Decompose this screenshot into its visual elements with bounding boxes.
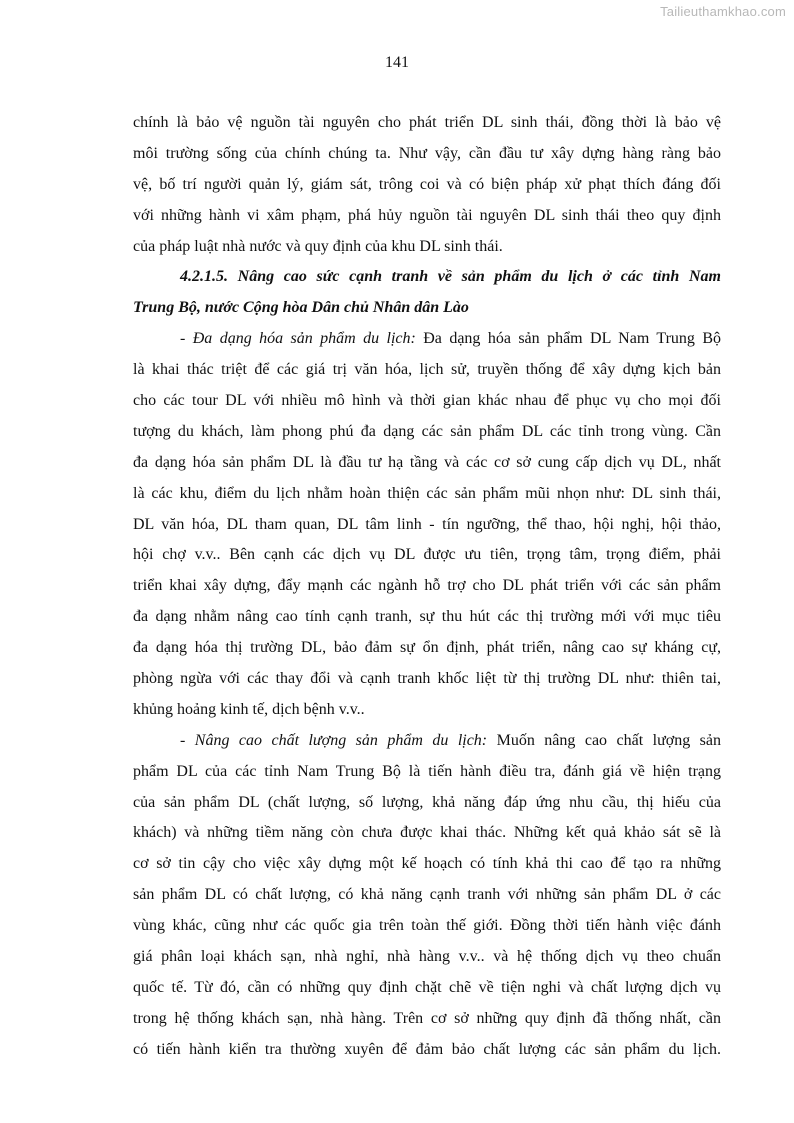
text-line: giá phân loại khách sạn, nhà nghỉ, nhà hàng v.v.. và hệ thống dịch vụ theo chuẩn	[133, 948, 721, 966]
text-line: là khai thác triệt để các giá trị văn hóa, lịch sử, truyền thống để xây dựng kịch bản	[133, 361, 721, 379]
text-line: của pháp luật nhà nước và quy định của khu DL sinh thái.	[133, 237, 503, 255]
paragraph-lead: - Nâng cao chất lượng sản phẩm du lịch:	[180, 731, 488, 749]
text-line: có tiến hành kiển tra thường xuyên để đảm bảo chất lượng các sản phẩm du lịch.	[133, 1040, 721, 1058]
text-line: vùng khác, cũng như các quốc gia trên toàn thế giới. Đồng thời tiến hành việc đánh	[133, 917, 721, 935]
text-line: đa dạng hóa thị trường DL, bảo đảm sự ổn định, phát triển, nâng cao sự kháng cự,	[133, 639, 721, 657]
text-line: tượng du khách, làm phong phú đa dạng các sản phẩm DL các tỉnh trong vùng. Cần	[133, 422, 721, 440]
text-line: là các khu, điểm du lịch nhằm hoàn thiện các sản phẩm mũi nhọn như: DL sinh thái,	[133, 484, 721, 502]
paragraph-diversify-products	[133, 324, 721, 726]
text-line: khủng hoảng kinh tế, dịch bệnh v.v..	[133, 700, 365, 718]
paragraph-lead-rest: Đa dạng hóa sản phẩm DL Nam Trung Bộ	[415, 330, 722, 348]
text-line: môi trường sống của chính chúng ta. Như vậy, cần đầu tư xây dựng hàng ràng bảo	[133, 144, 721, 162]
text-line: hội chợ v.v.. Bên cạnh các dịch vụ DL được ưu tiên, trọng tâm, trọng điểm, phải	[133, 546, 721, 564]
text-line: chính là bảo vệ nguồn tài nguyên cho phát triển DL sinh thái, đồng thời là bảo vệ	[133, 114, 721, 131]
text-line: triển khai xây dựng, đẩy mạnh các ngành hỗ trợ cho DL phát triển với các sản phẩm	[133, 577, 721, 595]
page-number: 141	[385, 54, 409, 71]
text-line: sản phẩm DL có chất lượng, có khả năng cạnh tranh với những sản phẩm DL ở các	[133, 886, 721, 904]
text-line: đa dạng nhằm nâng cao tính cạnh tranh, sự thu hút các thị trường mới với mục tiêu	[133, 608, 721, 626]
text-line	[133, 726, 721, 757]
text-line: khách) và những tiềm năng còn chưa được khai thác. Những kết quả khảo sát sẽ là	[133, 824, 721, 842]
paragraph-lead-rest: Muốn nâng cao chất lượng sản	[487, 731, 721, 749]
text-line: đa dạng hóa sản phẩm DL là đầu tư hạ tầng và các cơ sở cung cấp dịch vụ DL, nhất	[133, 453, 721, 471]
text-line	[133, 324, 721, 355]
text-line: trong hệ thống khách sạn, nhà hàng. Trên cơ sở những quy định đã thống nhất, cần	[133, 1009, 721, 1027]
text-line: phẩm DL của các tỉnh Nam Trung Bộ là tiến hành điều tra, đánh giá về hiện trạng	[133, 762, 721, 780]
paragraph-improve-quality	[133, 726, 721, 1066]
paragraph-continuation	[133, 108, 721, 262]
heading-line: Trung Bộ, nước Cộng hòa Dân chủ Nhân dân Lào	[133, 299, 469, 317]
text-line: DL văn hóa, DL tham quan, DL tâm linh - tín ngưỡng, thể thao, hội nghị, hội thảo,	[133, 515, 721, 533]
section-heading	[133, 262, 721, 324]
text-line: quốc tế. Từ đó, cần có những quy định chặt chẽ về tiện nghi và chất lượng dịch vụ	[133, 978, 721, 996]
text-line: phòng ngừa với các thay đổi và cạnh tranh khốc liệt từ thị trường DL như: thiên tai,	[133, 670, 721, 688]
text-line: với những hành vi xâm phạm, phá hủy nguồn tài nguyên DL sinh thái theo quy định	[133, 206, 721, 224]
paragraph-lead: - Đa dạng hóa sản phẩm du lịch:	[180, 330, 416, 348]
text-line: của sản phẩm DL (chất lượng, số lượng, khả năng đáp ứng nhu cầu, thị hiếu của	[133, 793, 721, 811]
text-line: cho các tour DL với nhiều mô hình và thời gian khác nhau để phục vụ cho mọi đối	[133, 392, 721, 410]
heading-line: 4.2.1.5. Nâng cao sức cạnh tranh về sản phẩm du lịch ở các tỉnh Nam	[180, 268, 721, 286]
text-line: vệ, bố trí người quản lý, giám sát, trông coi và có biện pháp xử phạt thích đáng đối	[133, 175, 721, 193]
text-line: cơ sở tin cậy cho việc xây dựng một kế hoạch có tính khả thi cao để tạo ra những	[133, 855, 721, 873]
watermark: Tailieuthamkhao.com	[660, 4, 786, 19]
document-body	[133, 108, 721, 1066]
